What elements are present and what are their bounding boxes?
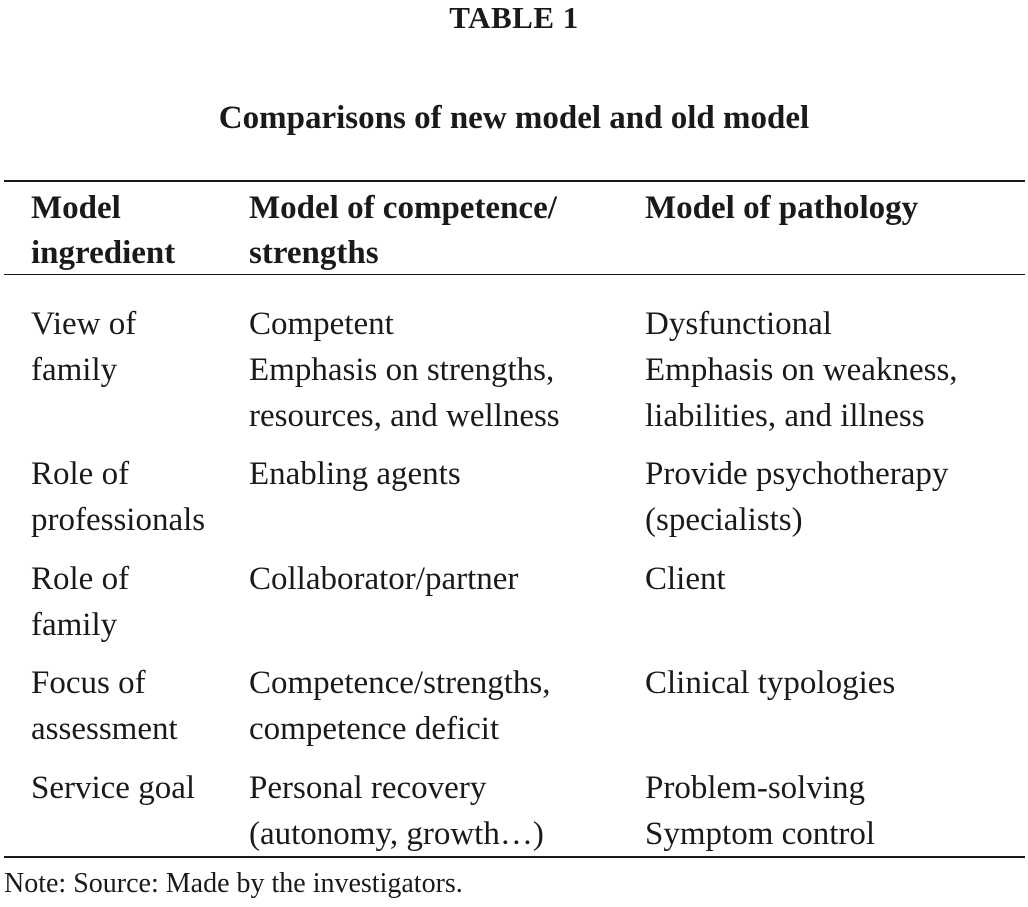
- row-competence-cell: Collaborator/partner: [249, 561, 519, 597]
- header-model-ingredient: Model ingredient: [31, 190, 176, 271]
- row-ingredient-cell: Role of professionals: [31, 456, 206, 538]
- row-pathology-cell: Problem-solving Symptom control: [645, 770, 876, 852]
- table-title: Comparisons of new model and old model: [218, 100, 810, 136]
- header-model-pathology: Model of pathology: [645, 190, 919, 226]
- table-label: TABLE 1: [449, 0, 579, 35]
- row-competence-cell: Competence/strengths, competence deficit: [249, 665, 551, 747]
- row-ingredient-cell: View of family: [31, 306, 137, 388]
- row-competence-cell: Competent Emphasis on strengths, resources, and wellness: [249, 306, 560, 434]
- table-note: Note: Source: Made by the investigators.: [4, 868, 463, 899]
- row-pathology-cell: Provide psychotherapy (specialists): [645, 456, 949, 538]
- row-competence-cell: Personal recovery (autonomy, growth…): [249, 770, 544, 852]
- row-competence-cell: Enabling agents: [249, 456, 461, 492]
- header-model-competence: Model of competence/ strengths: [249, 190, 557, 271]
- row-pathology-cell: Clinical typologies: [645, 665, 896, 701]
- row-pathology-cell: Dysfunctional Emphasis on weakness, liabilities, and illness: [645, 306, 958, 434]
- row-ingredient-cell: Service goal: [31, 770, 196, 806]
- table-header-rule: [4, 274, 1025, 275]
- row-pathology-cell: Client: [645, 561, 726, 597]
- row-ingredient-cell: Focus of assessment: [31, 665, 178, 747]
- table-bottom-rule: [4, 856, 1025, 858]
- row-ingredient-cell: Role of family: [31, 561, 130, 643]
- table-top-rule: [4, 180, 1025, 182]
